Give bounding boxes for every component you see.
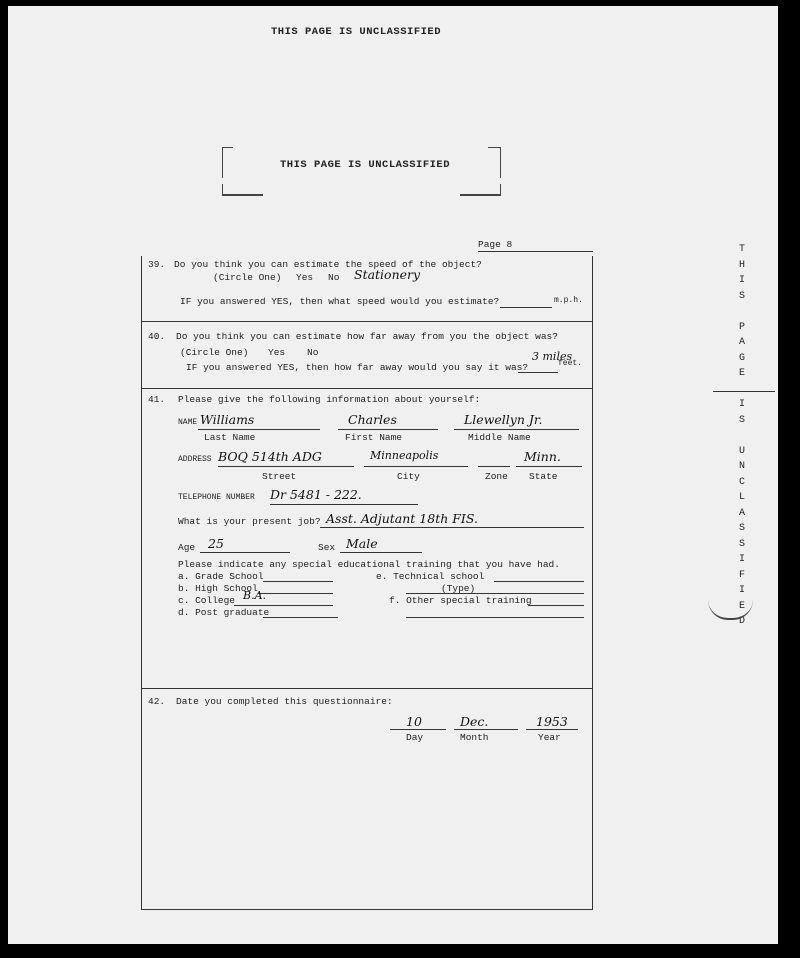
sex-value: Male	[346, 536, 378, 551]
q42-day-caption: Day	[406, 732, 424, 743]
q39-handwritten-answer: Stationery	[354, 267, 421, 282]
side-banner-letter: N	[738, 461, 745, 472]
q42-year-value: 1953	[536, 714, 568, 729]
post-graduate-label: d. Post graduate	[178, 607, 270, 618]
high-school-line	[258, 593, 333, 594]
street-caption: Street	[262, 471, 297, 482]
form-bottom-border	[141, 909, 592, 910]
last-name-value: Williams	[200, 412, 255, 427]
side-banner-letter: F	[738, 569, 745, 581]
college-label: c. College	[178, 595, 236, 606]
q39-number: 39.	[148, 259, 166, 270]
q42-number: 42.	[148, 696, 166, 707]
post-graduate-line	[263, 617, 338, 618]
q40-number: 40.	[148, 331, 166, 342]
q39-yes-option: Yes	[296, 272, 314, 283]
q41-number: 41.	[148, 394, 166, 405]
q39-followup: IF you answered YES, then what speed would you estimate?	[180, 296, 500, 307]
side-banner-letter: S	[738, 290, 745, 302]
job-value: Asst. Adjutant 18th FIS.	[326, 511, 478, 526]
college-line	[234, 605, 333, 606]
sex-line	[340, 552, 422, 553]
side-banner-letter: S	[738, 523, 745, 534]
grade-school-line	[263, 581, 333, 582]
side-banner-letter: D	[738, 616, 745, 627]
last-name-line	[198, 429, 320, 430]
side-banner-letter: A	[738, 507, 745, 519]
q41-divider	[141, 688, 592, 689]
technical-school-label: e. Technical school	[376, 571, 485, 582]
q42-month-value: Dec.	[460, 714, 489, 729]
form-left-border	[141, 256, 142, 910]
training-prompt: Please indicate any special educational training that you have had.	[178, 559, 560, 570]
job-line	[320, 527, 584, 528]
address-label: ADDRESS	[178, 455, 212, 464]
first-name-value: Charles	[348, 412, 397, 427]
q40-question: Do you think you can estimate how far away from you the object was?	[176, 331, 558, 342]
state-caption: State	[529, 471, 558, 482]
side-banner-letter: H	[738, 259, 745, 271]
q42-day-value: 10	[406, 714, 422, 729]
state-line	[516, 466, 582, 467]
street-line	[218, 466, 354, 467]
other-training-line	[528, 605, 584, 606]
q41-prompt: Please give the following information about yourself:	[178, 394, 481, 405]
q42-month-line	[454, 729, 518, 730]
side-banner-letter: U	[738, 445, 745, 457]
name-label: NAME	[178, 418, 198, 427]
telephone-label: TELEPHONE NUMBER	[178, 493, 255, 502]
technical-school-line	[494, 581, 584, 582]
zone-caption: Zone	[485, 471, 508, 482]
side-classification-banner	[735, 242, 749, 630]
middle-name-caption: Middle Name	[468, 432, 531, 443]
side-banner-letter: S	[738, 538, 745, 550]
q39-circle-one: (Circle One)	[213, 272, 282, 283]
city-value: Minneapolis	[370, 449, 439, 462]
other-training-label: f. Other special training	[389, 595, 532, 606]
stamp-bracket-bottom-right	[460, 184, 501, 196]
side-margin-line	[713, 391, 775, 392]
side-banner-letter: G	[738, 352, 745, 364]
college-value: B.A.	[243, 589, 267, 602]
stamp-bracket-right	[488, 147, 501, 178]
q42-month-caption: Month	[460, 732, 489, 743]
top-classification-banner: THIS PAGE IS UNCLASSIFIED	[271, 26, 442, 38]
age-line	[200, 552, 290, 553]
zone-line	[478, 466, 510, 467]
telephone-line	[270, 504, 418, 505]
q40-distance-answer-line	[518, 372, 558, 373]
q40-followup: IF you answered YES, then how far away would you say it was?	[186, 362, 529, 373]
sex-label: Sex	[318, 542, 336, 553]
q39-unit: m.p.h.	[554, 296, 583, 305]
state-value: Minn.	[524, 449, 561, 464]
q40-divider	[141, 388, 592, 389]
q42-year-line	[526, 729, 578, 730]
q40-handwritten-answer: 3 miles	[532, 350, 573, 363]
q40-no-option: No	[307, 347, 319, 358]
age-value: 25	[208, 536, 224, 551]
q42-prompt: Date you completed this questionnaire:	[176, 696, 393, 707]
middle-name-value: Llewellyn Jr.	[464, 412, 543, 427]
telephone-value: Dr 5481 - 222.	[270, 487, 362, 502]
q39-no-option: No	[328, 272, 340, 283]
city-line	[364, 466, 468, 467]
side-banner-letter: S	[738, 414, 745, 426]
grade-school-label: a. Grade School	[178, 571, 264, 582]
page-label-underline	[478, 251, 593, 252]
side-banner-letter: I	[738, 399, 745, 410]
form-right-border	[592, 256, 593, 910]
side-banner-gap	[735, 382, 749, 398]
side-banner-letter: E	[738, 368, 745, 379]
side-banner-letter: P	[738, 321, 745, 333]
first-name-caption: First Name	[345, 432, 403, 443]
q40-unit: feet.	[558, 359, 583, 368]
document-page	[8, 6, 778, 944]
side-banner-gap	[735, 304, 749, 320]
q39-divider	[141, 321, 592, 322]
side-banner-letter: I	[738, 554, 745, 565]
other-training-line-2	[406, 617, 584, 618]
job-label: What is your present job?	[178, 516, 321, 527]
stamp-classification-banner: THIS PAGE IS UNCLASSIFIED	[280, 159, 451, 171]
side-banner-letter: I	[738, 275, 745, 286]
q39-question: Do you think you can estimate the speed of the object?	[174, 259, 482, 270]
middle-name-line	[454, 429, 579, 430]
side-banner-letter: T	[738, 244, 745, 255]
side-banner-letter: C	[738, 476, 745, 488]
city-caption: City	[397, 471, 420, 482]
street-value: BOQ 514th ADG	[218, 449, 322, 464]
stamp-bracket-left	[222, 147, 233, 178]
high-school-label: b. High School	[178, 583, 258, 594]
side-banner-letter: L	[738, 492, 745, 503]
q40-circle-one: (Circle One)	[180, 347, 249, 358]
last-name-caption: Last Name	[204, 432, 256, 443]
q40-yes-option: Yes	[268, 347, 286, 358]
q42-year-caption: Year	[538, 732, 561, 743]
stamp-bracket-bottom-left	[222, 184, 263, 196]
q42-day-line	[390, 729, 446, 730]
side-banner-letter: I	[738, 585, 745, 596]
type-caption: (Type)	[441, 583, 476, 594]
first-name-line	[338, 429, 438, 430]
side-banner-letter: E	[738, 600, 745, 612]
q39-speed-answer-line	[500, 307, 552, 308]
side-banner-letter: A	[738, 337, 745, 348]
technical-school-type-line	[406, 593, 584, 594]
page-number-label: Page 8	[478, 239, 513, 250]
side-banner-gap	[735, 428, 749, 444]
age-label: Age	[178, 542, 196, 553]
